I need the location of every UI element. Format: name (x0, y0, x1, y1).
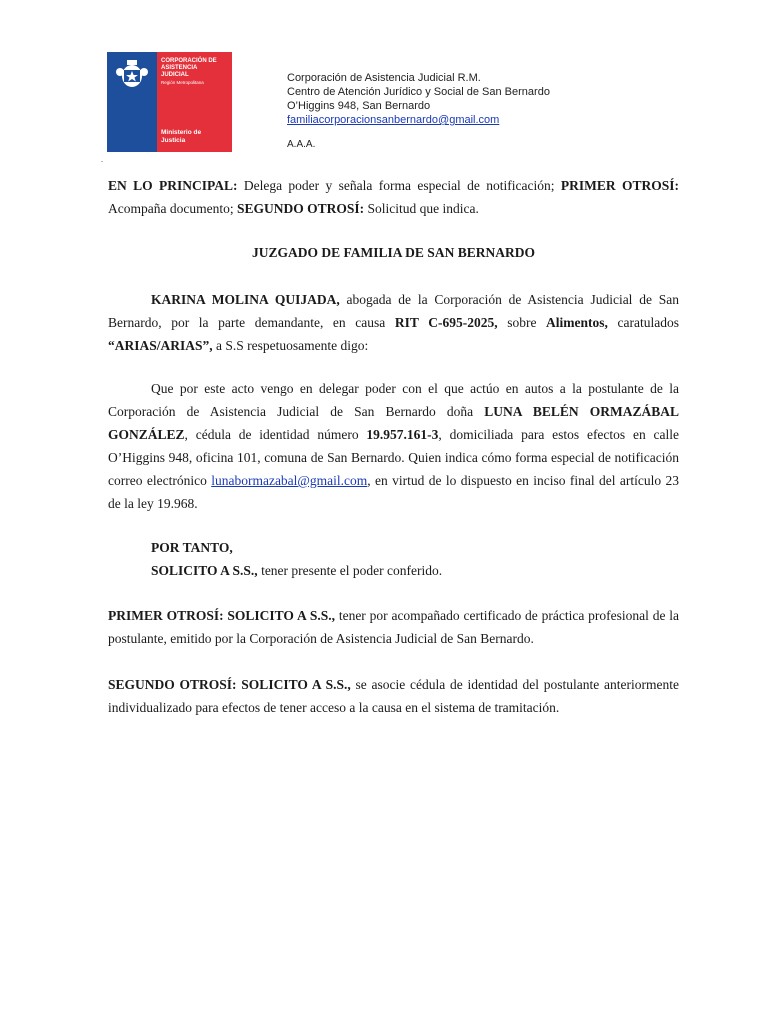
court-heading: JUZGADO DE FAMILIA DE SAN BERNARDO (252, 245, 535, 260)
letterhead-address (287, 71, 667, 127)
segundo-otrosi-label: SEGUNDO OTROSÍ: SOLICITO A S.S., (108, 677, 351, 692)
postulant-id: 19.957.161-3 (366, 427, 439, 442)
solicito-text: tener presente el poder conferido. (257, 563, 443, 578)
header-line-1: Corporación de Asistencia Judicial R.M. (287, 72, 481, 84)
intro-text: caratulados (607, 315, 679, 330)
logo-org-line: ASISTENCIA (161, 65, 198, 71)
intro-text: abogada de la Corporación de Asistencia Judicial de San Bernardo, por la parte demandante, en causa (108, 292, 680, 330)
logo-blue-panel (107, 52, 157, 152)
summary-text: Delega poder y señala forma especial de notificación; (237, 178, 561, 193)
summary-text: Solicitud que indica. (364, 201, 479, 216)
case-rit: RIT C-695-2025, (394, 315, 498, 330)
intro-text: a S.S respetuosamente digo: (212, 338, 369, 353)
logo-ministry-name (161, 129, 231, 145)
por-tanto-block (151, 536, 442, 582)
segundo-otrosi-paragraph (108, 673, 679, 719)
postulant-name: LUNA BELÉN ORMAZÁBAL GONZÁLEZ (108, 404, 679, 442)
logo-org-line: JUDICIAL (161, 72, 189, 78)
logo-ministry-line: Ministerio de (161, 129, 202, 136)
summary-principal-label: EN LO PRINCIPAL: (108, 178, 238, 193)
summary-primer-label: PRIMER OTROSÍ: (560, 178, 679, 193)
summary-paragraph (108, 174, 679, 220)
case-matter: Alimentos, (546, 315, 608, 330)
solicito-label: SOLICITO A S.S., (151, 563, 258, 578)
main-text: Que por este acto vengo en delegar poder con el que actúo en autos a la postulante de la Corporación de Asistencia Judicial de San Bernardo doña (108, 381, 679, 419)
coat-of-arms-icon (115, 58, 149, 90)
institution-logo (107, 52, 232, 152)
postulant-email-link[interactable]: lunabormazabal@gmail.com (211, 473, 368, 488)
header-line-3: O’Higgins 948, San Bernardo (287, 100, 431, 112)
intro-paragraph (108, 288, 679, 357)
primer-otrosi-paragraph (108, 604, 679, 650)
summary-text: Acompaña documento; (108, 201, 237, 216)
segundo-otrosi-text: se asocie cédula de identidad del postulante anteriormente individualizado para efectos de tener acceso a la causa en el sistema de tramitación. (108, 677, 679, 715)
logo-org-name (161, 58, 231, 86)
header-email-link[interactable]: familiacorporacionsanbernardo@gmail.com (287, 114, 500, 126)
lawyer-name: KARINA MOLINA QUIJADA, (151, 292, 340, 307)
main-text: , cédula de identidad número (184, 427, 367, 442)
header-initials: A.A.A. (287, 139, 316, 150)
stray-dot: . (101, 155, 103, 164)
summary-segundo-label: SEGUNDO OTROSÍ: (236, 201, 365, 216)
logo-ministry-line: Justicia (161, 137, 186, 144)
primer-otrosi-label: PRIMER OTROSÍ: SOLICITO A S.S., (108, 608, 335, 623)
header-line-2: Centro de Atención Jurídico y Social de San Bernardo (287, 86, 550, 98)
logo-region: Región Metropolitana (161, 80, 204, 85)
main-text: , domiciliada para estos efectos en calle O’Higgins 948, oficina 101, comuna de San Bernardo. Quien indica cómo forma especial de notificación correo electrónico (108, 427, 680, 488)
intro-text: sobre (497, 315, 547, 330)
main-paragraph (108, 377, 679, 515)
main-text: , en virtud de lo dispuesto en inciso final del artículo 23 de la ley 19.968. (108, 473, 679, 511)
primer-otrosi-text: tener por acompañado certificado de práctica profesional de la postulante, emitido por la Corporación de Asistencia Judicial de San Bernardo. (108, 608, 679, 646)
por-tanto-heading: POR TANTO, (151, 540, 233, 555)
case-caption: “ARIAS/ARIAS”, (108, 338, 213, 353)
logo-org-line: CORPORACIÓN DE (161, 58, 217, 64)
